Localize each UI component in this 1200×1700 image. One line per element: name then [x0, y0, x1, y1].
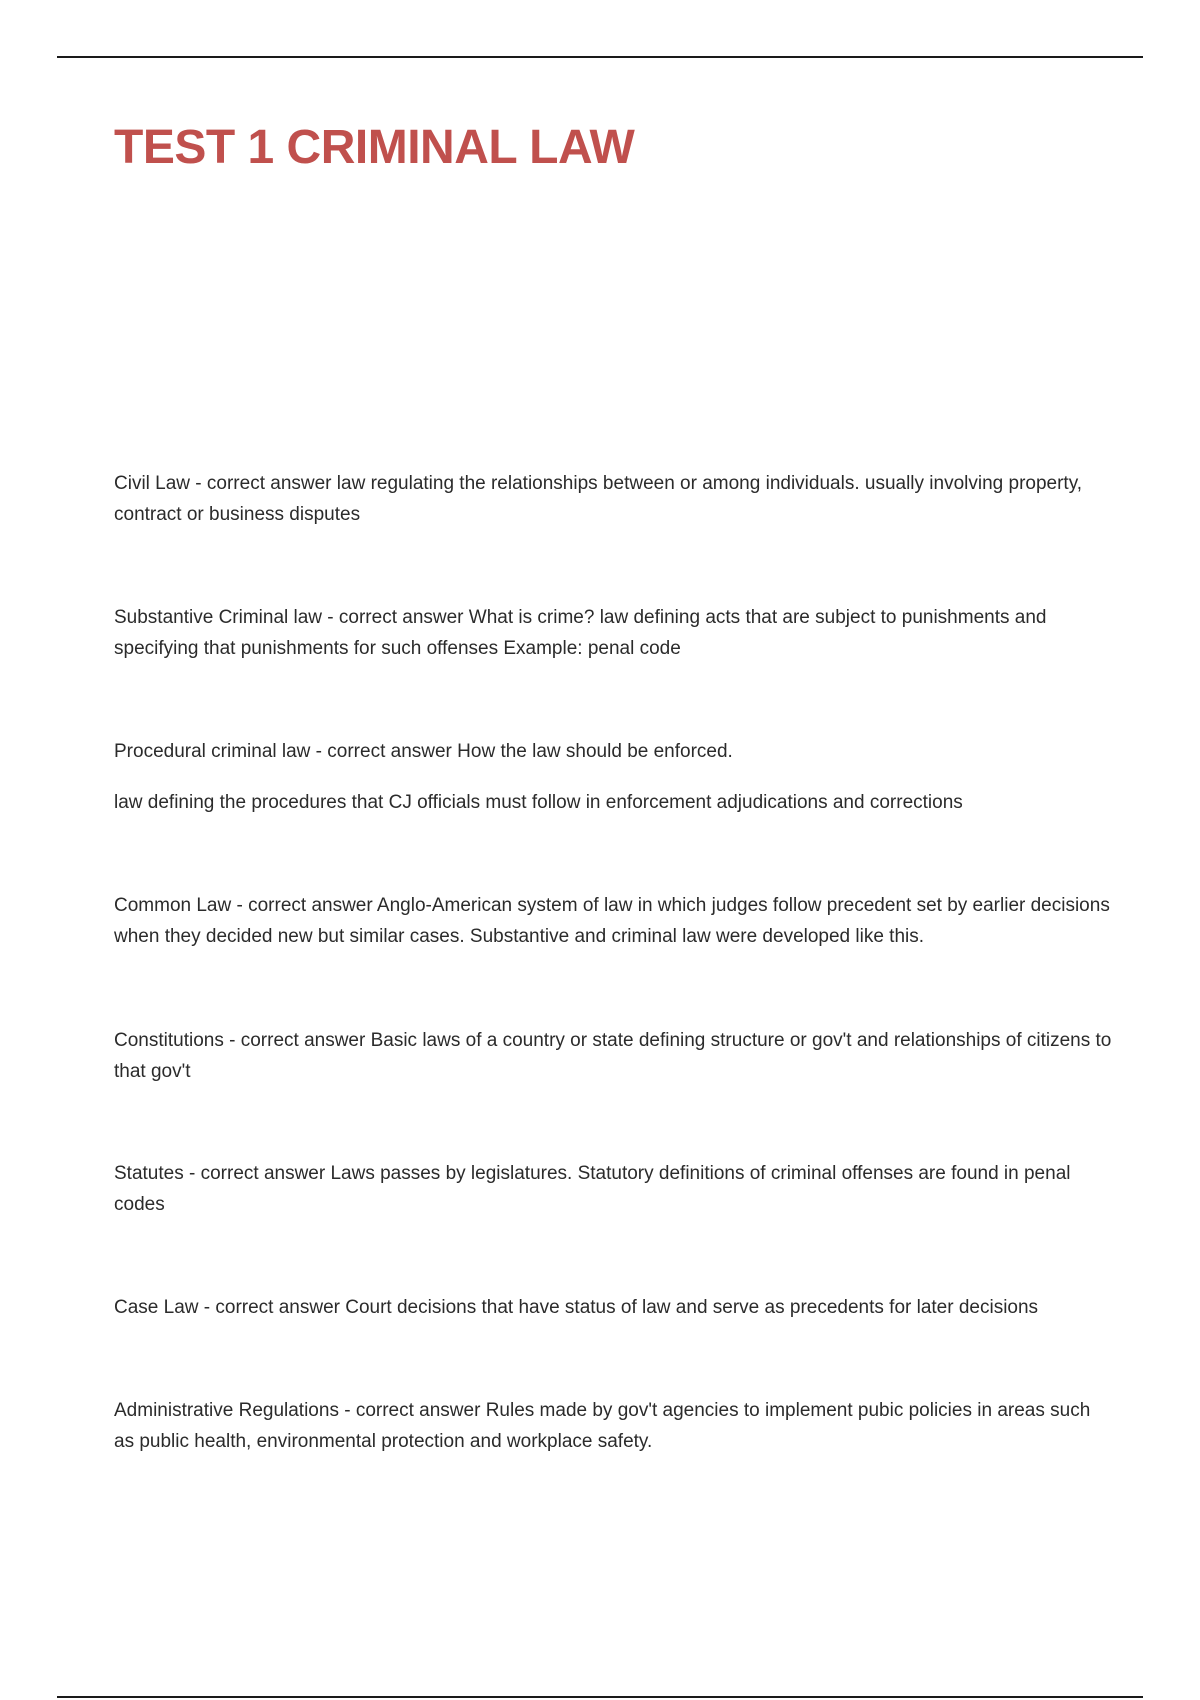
entry-common-law: Common Law - correct answer Anglo-American system of law in which judges follow precedent set by earlier decisions when they decided new but similar cases. Substantive and criminal law were developed like this. — [114, 895, 1110, 947]
bottom-divider — [57, 1696, 1143, 1698]
top-divider — [57, 56, 1143, 58]
entry-case-law: Case Law - correct answer Court decisions that have status of law and serve as precedents for later decisions — [114, 1297, 1039, 1318]
entry-statutes: Statutes - correct answer Laws passes by legislatures. Statutory definitions of criminal offenses are found in penal codes — [114, 1163, 1071, 1215]
entry-procedural-criminal-law-definition: law defining the procedures that CJ officials must follow in enforcement adjudications and corrections — [114, 792, 963, 813]
entry-administrative-regulations: Administrative Regulations - correct answer Rules made by gov't agencies to implement pubic policies in areas such as public health, environmental protection and workplace safety. — [114, 1400, 1091, 1452]
entry-constitutions: Constitutions - correct answer Basic laws of a country or state defining structure or gov't and relationships of citizens to that gov't — [114, 1030, 1112, 1082]
entry-civil-law: Civil Law - correct answer law regulating the relationships between or among individuals. usually involving property, contract or business disputes — [114, 473, 1083, 525]
page-title: TEST 1 CRIMINAL LAW — [114, 121, 635, 174]
entry-substantive-criminal-law: Substantive Criminal law - correct answer What is crime? law defining acts that are subject to punishments and specifying that punishments for such offenses Example: penal code — [114, 607, 1047, 659]
entry-procedural-criminal-law: Procedural criminal law - correct answer How the law should be enforced. — [114, 741, 733, 762]
